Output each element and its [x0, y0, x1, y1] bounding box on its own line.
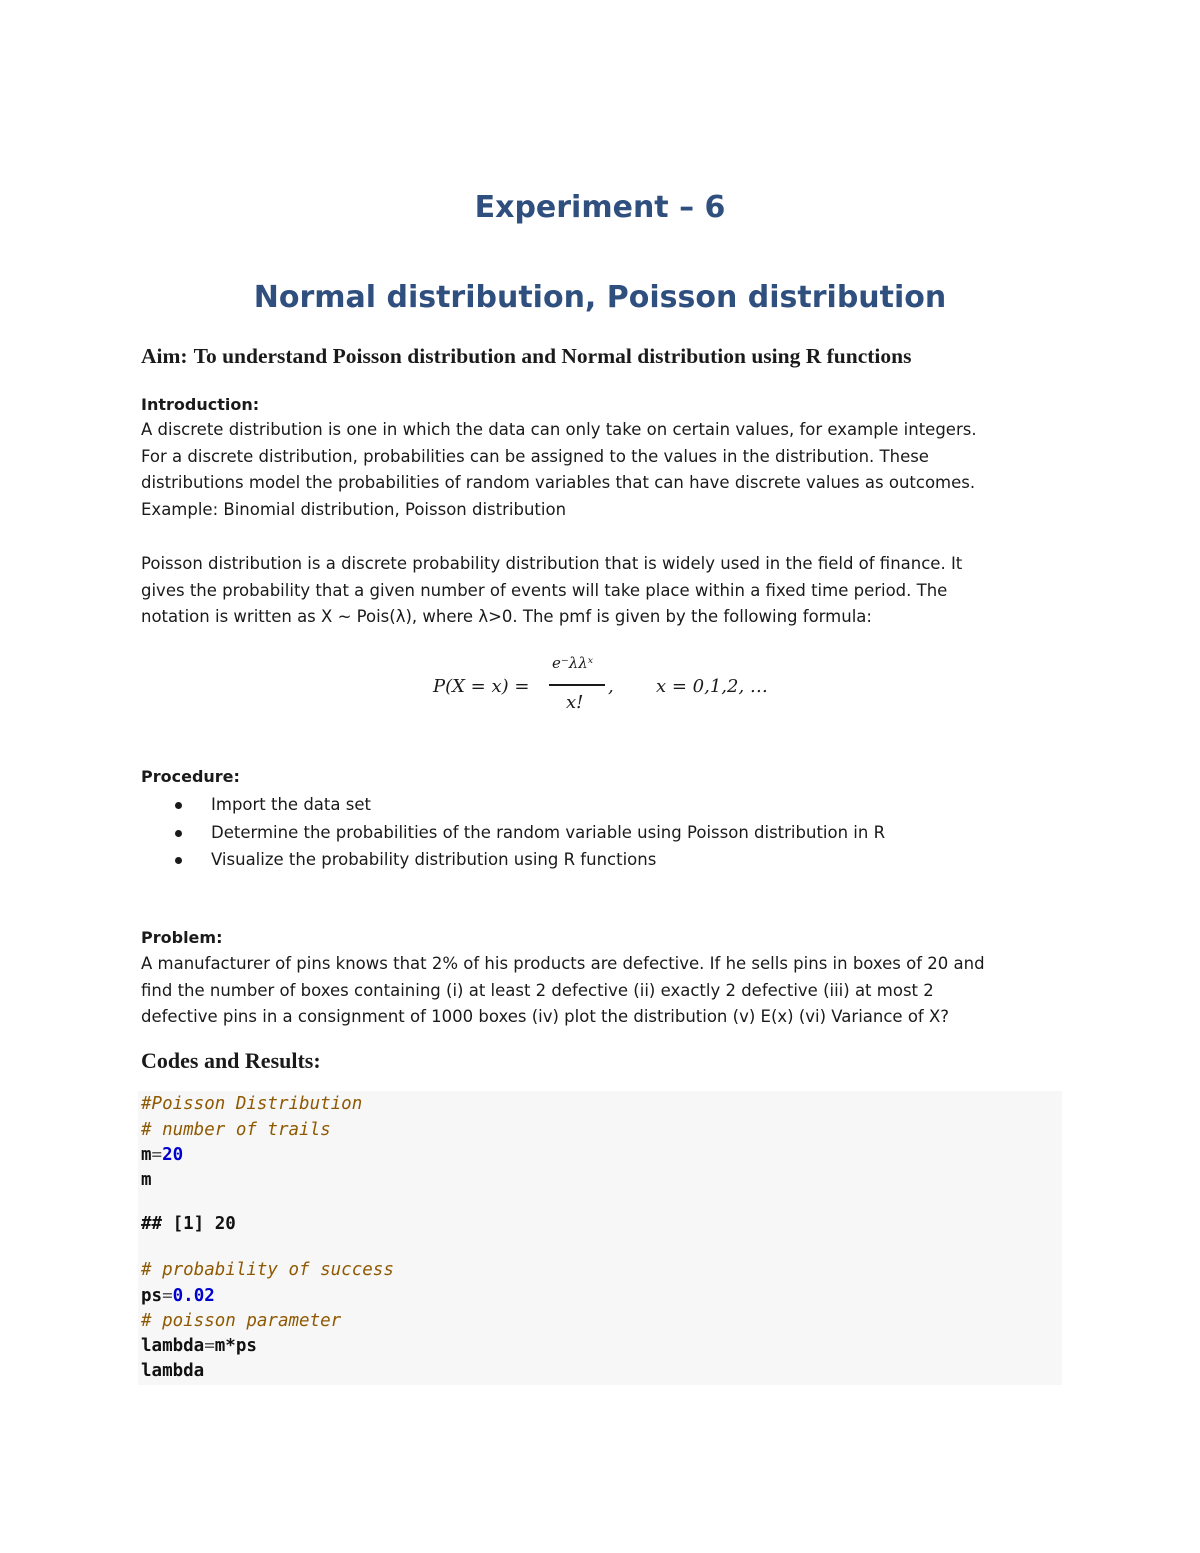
- code-operator: =: [162, 1286, 173, 1306]
- problem-paragraph: [141, 951, 1061, 1031]
- page-subtitle: Normal distribution, Poisson distribution: [253, 280, 947, 315]
- poisson-line: Poisson distribution is a discrete probability distribution that is widely used in the field of finance. It: [141, 554, 963, 573]
- list-item: [141, 791, 885, 819]
- problem-line: A manufacturer of pins knows that 2% of his products are defective. If he sells pins in boxes of 20 and: [141, 954, 985, 973]
- poisson-line: notation is written as X ~ Pois(λ), where λ>0. The pmf is given by the following formula:: [141, 607, 872, 626]
- list-item-text: Import the data set: [211, 795, 371, 814]
- poisson-line: gives the probability that a given number of events will take place within a fixed time period. The: [141, 580, 948, 600]
- problem-line: defective pins in a consignment of 1000 boxes (iv) plot the distribution (v) E(x) (vi) Variance of X?: [141, 1007, 950, 1026]
- aim-text: To understand Poisson distribution and Normal distribution using R functions: [193, 344, 912, 368]
- problem-heading: Problem:: [141, 928, 223, 947]
- procedure-heading: Procedure:: [141, 767, 240, 786]
- code-comment: # poisson parameter: [141, 1311, 342, 1331]
- introduction-line: Example: Binomial distribution, Poisson distribution: [141, 499, 567, 519]
- code-output: [141, 1214, 236, 1234]
- code-expression: m*ps: [214, 1336, 257, 1356]
- introduction-line: A discrete distribution is one in which the data can only take on certain values, for example integers.: [141, 420, 977, 439]
- code-comment: # number of trails: [141, 1120, 331, 1140]
- bullet-icon: [175, 830, 182, 837]
- code-variable: m: [141, 1145, 152, 1165]
- introduction-line: For a discrete distribution, probabilities can be assigned to the values in the distribution. These: [141, 446, 929, 466]
- poisson-pmf-formula: [0, 654, 1200, 718]
- formula-denominator: x!: [566, 692, 584, 713]
- formula-comma: ,: [608, 676, 614, 697]
- code-number: 20: [162, 1145, 184, 1165]
- code-operator: =: [204, 1336, 215, 1356]
- problem-line: find the number of boxes containing (i) at least 2 defective (ii) exactly 2 defective (iii) at most 2: [141, 980, 934, 1000]
- code-output-text: ## [1] 20: [141, 1214, 236, 1234]
- code-line: [141, 1260, 394, 1280]
- poisson-paragraph: [141, 551, 1061, 631]
- bullet-icon: [175, 857, 182, 864]
- formula-numerator: e⁻λλˣ: [552, 654, 594, 672]
- code-operator: =: [151, 1145, 163, 1165]
- code-number: 0.02: [172, 1286, 215, 1306]
- aim-statement: [141, 344, 911, 369]
- introduction-line: distributions model the probabilities of random variables that can have discrete values as outcomes.: [141, 473, 976, 492]
- code-line: [141, 1336, 257, 1356]
- code-line: [141, 1094, 362, 1114]
- list-item: [141, 819, 885, 847]
- introduction-heading: Introduction:: [141, 395, 260, 414]
- code-line: [141, 1120, 331, 1140]
- page-title: Experiment – 6: [474, 190, 726, 225]
- bullet-icon: [175, 802, 182, 809]
- aim-label: Aim:: [141, 344, 188, 368]
- code-variable: lambda: [141, 1336, 205, 1356]
- code-variable: ps: [141, 1286, 163, 1306]
- code-line: [141, 1361, 204, 1381]
- introduction-paragraph: [141, 417, 1061, 523]
- list-item-text: Determine the probabilities of the random variable using Poisson distribution in R: [211, 822, 886, 842]
- list-item-text: Visualize the probability distribution using R functions: [211, 850, 657, 869]
- code-line: [141, 1311, 341, 1331]
- code-line: [141, 1145, 183, 1165]
- code-line: [141, 1170, 152, 1190]
- list-item: [141, 846, 885, 874]
- formula-domain: x = 0,1,2, …: [656, 676, 768, 697]
- code-variable: lambda: [141, 1361, 205, 1381]
- code-line: [141, 1286, 215, 1306]
- fraction-bar: [549, 684, 605, 686]
- code-comment: # probability of success: [141, 1260, 394, 1280]
- code-comment: #Poisson Distribution: [141, 1094, 363, 1114]
- code-variable: m: [141, 1170, 152, 1190]
- procedure-list: [141, 791, 885, 874]
- formula-lhs: P(X = x) =: [433, 676, 530, 697]
- codes-results-heading: Codes and Results:: [141, 1048, 321, 1073]
